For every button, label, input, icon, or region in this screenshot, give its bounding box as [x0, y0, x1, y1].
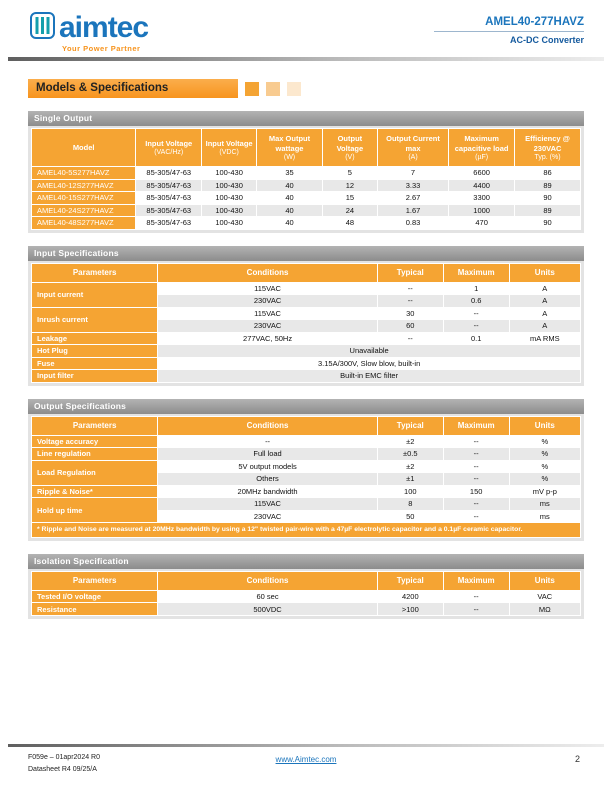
- value-cell: 85-305/47-63: [136, 192, 202, 205]
- page-title-row: [28, 79, 584, 98]
- column-header: Max Output wattage (W): [257, 129, 323, 167]
- value-cell: 89: [515, 179, 581, 192]
- table-row: [32, 498, 581, 511]
- value-cell: 5V output models: [158, 460, 378, 473]
- part-number: AMEL40-277HAVZ: [485, 16, 584, 28]
- value-cell: 277VAC, 50Hz: [158, 332, 378, 345]
- value-cell: 1.67: [377, 204, 448, 217]
- footer-link-wrap: [0, 755, 612, 764]
- section-heading-input-specs: Input Specifications: [28, 246, 584, 261]
- value-cell: A: [509, 295, 580, 308]
- parameter-cell: Leakage: [32, 332, 158, 345]
- table-row: [32, 370, 581, 383]
- column-header: Parameters: [32, 263, 158, 282]
- value-cell: 100-430: [202, 179, 257, 192]
- value-cell: 4400: [449, 179, 515, 192]
- value-cell: 60 sec: [158, 590, 378, 603]
- column-header: Maximum: [443, 571, 509, 590]
- value-cell: 40: [257, 217, 323, 230]
- input-specs-section: [28, 246, 584, 386]
- value-cell: --: [443, 603, 509, 616]
- value-cell: >100: [377, 603, 443, 616]
- model-cell: AMEL40-24S277HAVZ: [32, 204, 136, 217]
- table-row: [32, 179, 581, 192]
- value-cell: 150: [443, 485, 509, 498]
- column-header: Input Voltage (VDC): [202, 129, 257, 167]
- value-cell: 90: [515, 192, 581, 205]
- value-cell: 7: [377, 167, 448, 180]
- product-type: AC-DC Converter: [509, 35, 584, 45]
- table-row: [32, 204, 581, 217]
- table-row: [32, 217, 581, 230]
- column-header: Maximum: [443, 416, 509, 435]
- decor-square: [245, 82, 259, 96]
- value-cell: --: [443, 460, 509, 473]
- page-number: 2: [574, 754, 580, 764]
- value-cell: --: [377, 332, 443, 345]
- value-cell: 1000: [449, 204, 515, 217]
- value-cell: 100-430: [202, 192, 257, 205]
- logo-tagline: Your Power Partner: [62, 44, 141, 53]
- value-cell: 100-430: [202, 167, 257, 180]
- value-cell: ±2: [377, 435, 443, 448]
- value-cell: 3.15A/300V, Slow blow, built-in: [158, 357, 581, 370]
- column-header: Maximum: [443, 263, 509, 282]
- logo-wordmark: aimtec: [59, 10, 149, 44]
- value-cell: Built-in EMC filter: [158, 370, 581, 383]
- value-cell: %: [509, 448, 580, 461]
- value-cell: --: [443, 307, 509, 320]
- table-row: [32, 345, 581, 358]
- part-divider: [434, 31, 584, 32]
- column-header: Conditions: [158, 263, 378, 282]
- column-header: Typical: [377, 416, 443, 435]
- column-header: Conditions: [158, 571, 378, 590]
- value-cell: 100-430: [202, 217, 257, 230]
- value-cell: %: [509, 435, 580, 448]
- column-header: Typical: [377, 263, 443, 282]
- value-cell: 30: [377, 307, 443, 320]
- value-cell: 0.83: [377, 217, 448, 230]
- value-cell: VAC: [509, 590, 580, 603]
- header-rule: [8, 57, 604, 61]
- column-header: Output Current max (A): [377, 129, 448, 167]
- value-cell: ±0.5: [377, 448, 443, 461]
- value-cell: 85-305/47-63: [136, 204, 202, 217]
- decor-square: [287, 82, 301, 96]
- value-cell: 85-305/47-63: [136, 217, 202, 230]
- section-heading-isolation-specs: Isolation Specification: [28, 554, 584, 569]
- section-heading-single-output: Single Output: [28, 111, 584, 126]
- table-footnote: * Ripple and Noise are measured at 20MHz bandwidth by using a 12" twisted pair-wire with a 47µF electrolytic capacitor and a 0.1µF ceramic capacitor.: [32, 523, 581, 538]
- value-cell: mV p-p: [509, 485, 580, 498]
- model-cell: AMEL40-12S277HAVZ: [32, 179, 136, 192]
- value-cell: A: [509, 282, 580, 295]
- page-title: Models & Specifications: [28, 79, 238, 98]
- value-cell: ±1: [377, 473, 443, 486]
- value-cell: 12: [322, 179, 377, 192]
- table-row: [32, 590, 581, 603]
- column-header: Parameters: [32, 571, 158, 590]
- value-cell: Unavailable: [158, 345, 581, 358]
- value-cell: %: [509, 473, 580, 486]
- value-cell: --: [443, 498, 509, 511]
- parameter-cell: Hot Plug: [32, 345, 158, 358]
- table-row: [32, 485, 581, 498]
- value-cell: 60: [377, 320, 443, 333]
- table-row: [32, 332, 581, 345]
- value-cell: --: [443, 320, 509, 333]
- value-cell: ±2: [377, 460, 443, 473]
- value-cell: ms: [509, 510, 580, 523]
- value-cell: --: [158, 435, 378, 448]
- column-header: Typical: [377, 571, 443, 590]
- value-cell: 90: [515, 217, 581, 230]
- value-cell: 4200: [377, 590, 443, 603]
- table-row: [32, 603, 581, 616]
- output-specs-table: [31, 416, 581, 538]
- parameter-cell: Inrush current: [32, 307, 158, 332]
- value-cell: 0.1: [443, 332, 509, 345]
- value-cell: %: [509, 460, 580, 473]
- model-cell: AMEL40-48S277HAVZ: [32, 217, 136, 230]
- value-cell: Others: [158, 473, 378, 486]
- value-cell: 86: [515, 167, 581, 180]
- value-cell: 24: [322, 204, 377, 217]
- table-row: [32, 282, 581, 295]
- part-header: [434, 16, 584, 45]
- value-cell: 48: [322, 217, 377, 230]
- single-output-table: [31, 128, 581, 230]
- value-cell: 6600: [449, 167, 515, 180]
- column-header: Input Voltage (VAC/Hz): [136, 129, 202, 167]
- decor-square: [266, 82, 280, 96]
- model-cell: AMEL40-5S277HAVZ: [32, 167, 136, 180]
- content-column: [28, 79, 584, 619]
- value-cell: 5: [322, 167, 377, 180]
- table-row: [32, 448, 581, 461]
- column-header: Maximum capacitive load (µF): [449, 129, 515, 167]
- value-cell: 470: [449, 217, 515, 230]
- column-header: Output Voltage (V): [322, 129, 377, 167]
- value-cell: --: [443, 448, 509, 461]
- column-header: Units: [509, 263, 580, 282]
- column-header: Units: [509, 416, 580, 435]
- value-cell: 89: [515, 204, 581, 217]
- section-heading-output-specs: Output Specifications: [28, 399, 584, 414]
- isolation-specs-section: [28, 554, 584, 619]
- value-cell: 500VDC: [158, 603, 378, 616]
- table-row: [32, 192, 581, 205]
- parameter-cell: Ripple & Noise*: [32, 485, 158, 498]
- value-cell: 100-430: [202, 204, 257, 217]
- model-cell: AMEL40-15S277HAVZ: [32, 192, 136, 205]
- isolation-specs-table: [31, 571, 581, 616]
- table-row: [32, 167, 581, 180]
- column-header: Conditions: [158, 416, 378, 435]
- value-cell: 1: [443, 282, 509, 295]
- table-row: [32, 357, 581, 370]
- table-row: [32, 460, 581, 473]
- table-row: [32, 307, 581, 320]
- value-cell: 0.6: [443, 295, 509, 308]
- value-cell: --: [377, 282, 443, 295]
- parameter-cell: Voltage accuracy: [32, 435, 158, 448]
- parameter-cell: Line regulation: [32, 448, 158, 461]
- aimtec-logo: [30, 12, 148, 53]
- doc-ref: F059e – 01apr2024 R0: [28, 754, 100, 761]
- output-specs-section: [28, 399, 584, 541]
- value-cell: 115VAC: [158, 498, 378, 511]
- parameter-cell: Load Regulation: [32, 460, 158, 485]
- aimtec-logo-icon: [30, 12, 55, 40]
- footnote-row: [32, 523, 581, 538]
- table-row: [32, 435, 581, 448]
- footer-rule: [8, 744, 604, 747]
- column-header: Units: [509, 571, 580, 590]
- value-cell: 230VAC: [158, 510, 378, 523]
- value-cell: 3.33: [377, 179, 448, 192]
- value-cell: Full load: [158, 448, 378, 461]
- value-cell: 115VAC: [158, 282, 378, 295]
- parameter-cell: Hold up time: [32, 498, 158, 523]
- value-cell: 40: [257, 204, 323, 217]
- value-cell: --: [443, 435, 509, 448]
- aimtec-website-link[interactable]: www.Aimtec.com: [275, 755, 337, 764]
- value-cell: 8: [377, 498, 443, 511]
- value-cell: 20MHz bandwidth: [158, 485, 378, 498]
- value-cell: --: [443, 590, 509, 603]
- column-header: Model: [32, 129, 136, 167]
- value-cell: A: [509, 320, 580, 333]
- value-cell: A: [509, 307, 580, 320]
- value-cell: 2.67: [377, 192, 448, 205]
- parameter-cell: Resistance: [32, 603, 158, 616]
- value-cell: ms: [509, 498, 580, 511]
- parameter-cell: Fuse: [32, 357, 158, 370]
- column-header: Efficiency @ 230VAC Typ. (%): [515, 129, 581, 167]
- doc-revision: Datasheet R4 09/25/A: [28, 765, 97, 773]
- parameter-cell: Tested I/O voltage: [32, 590, 158, 603]
- value-cell: --: [377, 295, 443, 308]
- value-cell: 35: [257, 167, 323, 180]
- parameter-cell: Input current: [32, 282, 158, 307]
- value-cell: 230VAC: [158, 320, 378, 333]
- single-output-section: [28, 111, 584, 233]
- value-cell: --: [443, 510, 509, 523]
- value-cell: 50: [377, 510, 443, 523]
- value-cell: 3300: [449, 192, 515, 205]
- value-cell: --: [443, 473, 509, 486]
- value-cell: mA RMS: [509, 332, 580, 345]
- value-cell: 40: [257, 192, 323, 205]
- value-cell: MΩ: [509, 603, 580, 616]
- parameter-cell: Input filter: [32, 370, 158, 383]
- value-cell: 230VAC: [158, 295, 378, 308]
- value-cell: 15: [322, 192, 377, 205]
- column-header: Parameters: [32, 416, 158, 435]
- value-cell: 100: [377, 485, 443, 498]
- value-cell: 115VAC: [158, 307, 378, 320]
- value-cell: 85-305/47-63: [136, 167, 202, 180]
- value-cell: 40: [257, 179, 323, 192]
- value-cell: 85-305/47-63: [136, 179, 202, 192]
- input-specs-table: [31, 263, 581, 383]
